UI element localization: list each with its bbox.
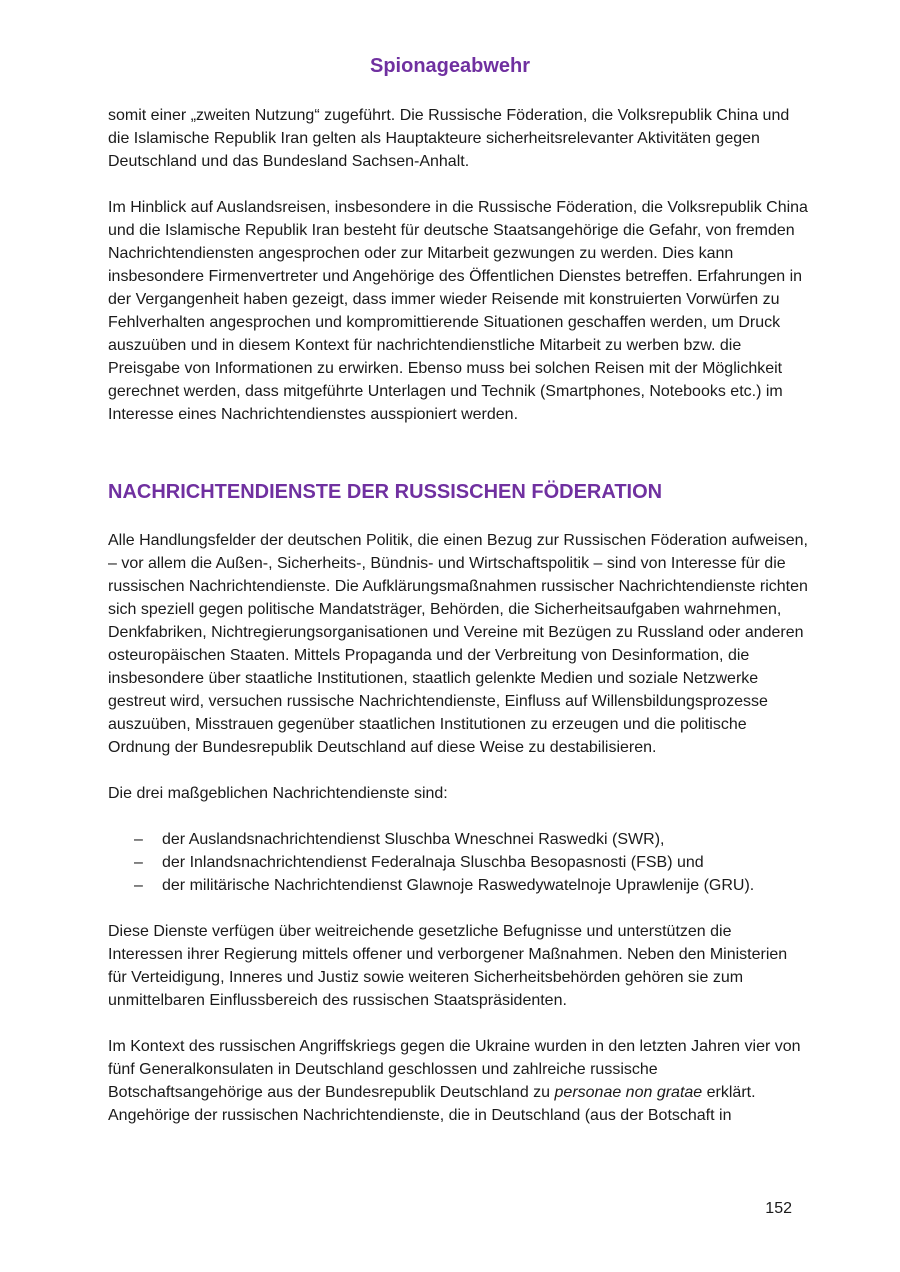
paragraph-spacer: [108, 759, 808, 782]
list-item-text: der Auslandsnachrichtendienst Sluschba Wneschnei Raswedki (SWR),: [162, 831, 665, 848]
list-item: [108, 851, 808, 874]
list-item: [108, 874, 808, 897]
services-list: [108, 828, 808, 897]
italic-term: personae non gratae: [554, 1084, 703, 1101]
paragraph-angriffskrieg: [108, 1035, 808, 1127]
paragraph-spacer: [108, 1012, 808, 1035]
page-number: 152: [765, 1200, 792, 1217]
paragraph-spacer: [108, 805, 808, 828]
text-run: Im Kontext des russischen Angriffskriegs gegen die Ukraine wurden in den letzten Jahren vier von fünf Generalkonsulaten in Deutschland geschlossen und zahlreiche russische Botschaftsangehörige aus der Bundesrepublik Deutschland zu: [108, 1038, 801, 1101]
paragraph-befugnisse: Diese Dienste verfügen über weitreichende gesetzliche Befugnisse und unterstützen die Interessen ihrer Regierung mittels offener und verborgener Maßnahmen. Neben den Ministerien für Verteidigung, Inneres und Justiz sowie weiteren Sicherheitsbehörden gehören sie zum unmittelbaren Einflussbereich des russischen Staatspräsidenten.: [108, 923, 788, 1009]
dash-bullet: –: [134, 854, 143, 871]
paragraph-spacer: [108, 897, 808, 920]
text-run: erklärt. Angehörige der russischen Nachrichtendienste, die in Deutschland (aus der Botschaft in: [108, 1084, 756, 1124]
heading-spacer: [108, 505, 808, 529]
paragraph-auslandsreisen: Im Hinblick auf Auslandsreisen, insbesondere in die Russische Föderation, die Volksrepublik China und die Islamische Republik Iran besteht für deutsche Staatsangehörige die Gefahr, von fremden Nachrichtendiensten angesprochen oder zur Mitarbeit gezwungen zu werden. Dies kann insbesondere Firmenvertreter und Angehörige des Öffentlichen Dienstes betreffen. Erfahrungen in der Vergangenheit haben gezeigt, dass immer wieder Reisende mit konstruierten Vorwürfen zu Fehlverhalten angesprochen und kompromittierende Situationen geschaffen werden, um Druck auszuüben und in diesem Kontext für nachrichtendienstliche Mitarbeit zu werben bzw. die Preisgabe von Informationen zu erwirken. Ebenso muss bei solchen Reisen mit der Möglichkeit gerechnet werden, dass mitgeführte Unterlagen und Technik (Smartphones, Notebooks etc.) im Interesse eines Nachrichtendienstes ausspioniert werden.: [108, 199, 808, 423]
list-item-text: der militärische Nachrichtendienst Glawnoje Raswedywatelnoje Uprawlenije (GRU).: [162, 877, 755, 894]
section-heading: NACHRICHTENDIENSTE DER RUSSISCHEN FÖDERATION: [108, 481, 663, 503]
section-spacer: [108, 426, 808, 479]
paragraph-continuation: somit einer „zweiten Nutzung“ zugeführt. Die Russische Föderation, die Volksrepublik China und die Islamische Republik Iran gelten als Hauptakteure sicherheitsrelevanter Aktivitäten gegen Deutschland und das Bundesland Sachsen-Anhalt.: [108, 107, 790, 170]
paragraph-spacer: [108, 173, 808, 196]
paragraph-handlungsfelder: Alle Handlungsfelder der deutschen Politik, die einen Bezug zur Russischen Föderation aufweisen, – vor allem die Außen-, Sicherheits-, Bündnis- und Wirtschaftspolitik – sind von Interesse für die russischen Nachrichtendienste. Die Aufklärungsmaßnahmen russischer Nachrichtendienste richten sich speziell gegen politische Mandatsträger, Behörden, die Sicherheitsaufgaben wahrnehmen, Denkfabriken, Nichtregierungsorganisationen und Vereine mit Bezügen zu Russland oder anderen osteuropäischen Staaten. Mittels Propaganda und der Verbreitung von Desinformation, die insbesondere über staatliche Institutionen, staatlich gelenkte Medien und soziale Netzwerke gestreut wird, versuchen russische Nachrichtendienste, Einfluss auf Willensbildungsprozesse auszuüben, Misstrauen gegenüber staatlichen Institutionen zu erzeugen und die politische Ordnung der Bundesrepublik Deutschland auf diese Weise zu destabilisieren.: [108, 532, 808, 756]
dash-bullet: –: [134, 877, 143, 894]
dash-bullet: –: [134, 831, 143, 848]
page-content: [108, 104, 808, 1127]
running-header-title: Spionageabwehr: [369, 55, 531, 77]
list-item: [108, 828, 808, 851]
paragraph-list-intro: Die drei maßgeblichen Nachrichtendienste sind:: [108, 785, 448, 802]
list-item-text: der Inlandsnachrichtendienst Federalnaja Sluschba Besopasnosti (FSB) und: [162, 854, 704, 871]
